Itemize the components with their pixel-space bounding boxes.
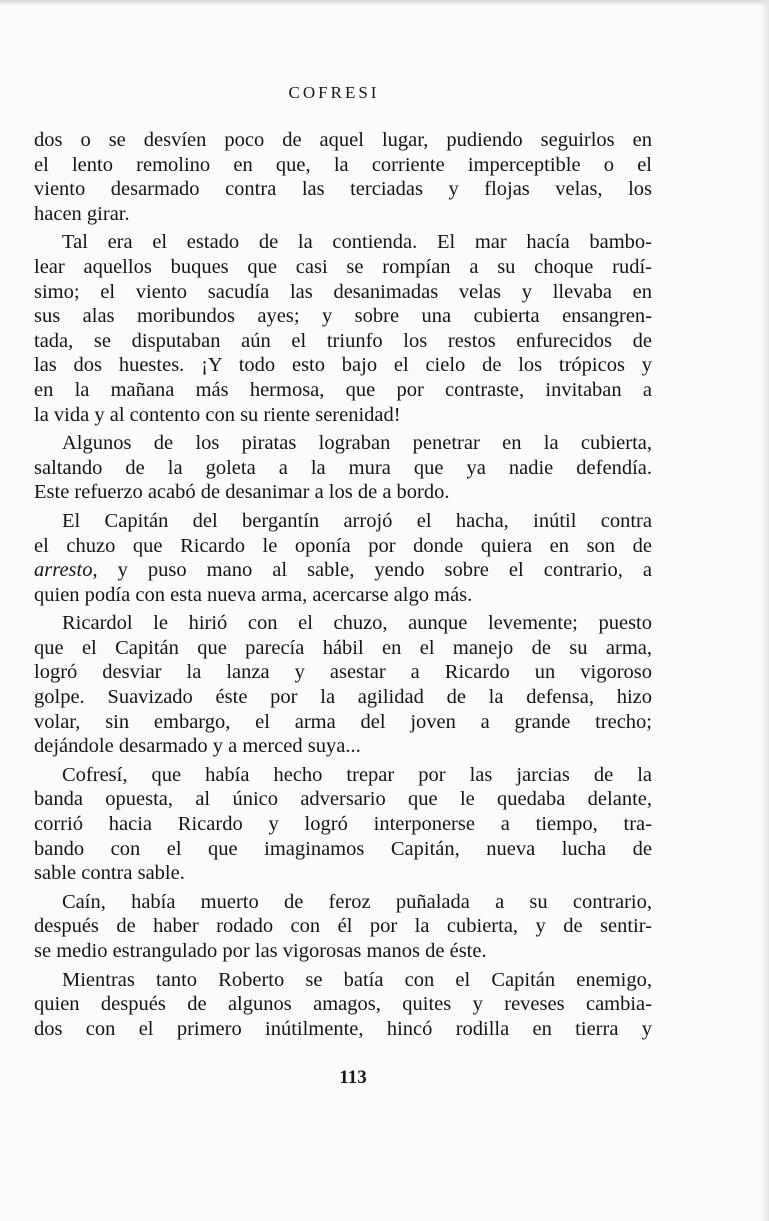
text-line: dos con el primero inútilmente, hincó rodilla en tierra y — [34, 1017, 652, 1040]
text-line: golpe. Suavizado éste por la agilidad de la defensa, hizo — [34, 686, 652, 709]
text-line: las dos huestes. ¡Y todo esto bajo el cielo de los trópicos y — [34, 354, 652, 377]
text-line: bando con el que imaginamos Capitán, nueva lucha de — [34, 837, 652, 860]
text-line: Cofresí, que había hecho trepar por las jarcias de la — [62, 763, 652, 786]
text-line: Caín, había muerto de feroz puñalada a su contrario, — [62, 890, 652, 913]
text-line: en la mañana más hermosa, que por contraste, invitaban a — [34, 378, 652, 401]
text-line: sable contra sable. — [34, 862, 185, 885]
paragraph — [34, 509, 652, 607]
page-right-edge-shadow — [761, 0, 769, 1221]
text-line: Ricardol le hirió con el chuzo, aunque levemente; puesto — [62, 612, 652, 635]
text-line: banda opuesta, al único adversario que le quedaba delante, — [34, 788, 652, 811]
italic-word: arresto — [34, 559, 93, 582]
paragraph — [34, 611, 652, 759]
text-line: logró desviar la lanza y asestar a Ricardo un vigoroso — [34, 661, 652, 684]
paragraph — [34, 763, 652, 886]
page-number: 113 — [339, 1067, 367, 1088]
text-line: quien podía con esta nueva arma, acercarse algo más. — [34, 583, 473, 606]
body-text — [34, 128, 652, 1045]
text-line: dejándole desarmado y a merced suya... — [34, 735, 361, 758]
page-top-edge-shadow — [0, 0, 769, 6]
text-line: El Capitán del bergantín arrojó el hacha, inútil contra — [62, 509, 652, 532]
text-line: la vida y al contento con su riente serenidad! — [34, 403, 401, 426]
paragraph — [34, 128, 652, 226]
text-line: quien después de algunos amagos, quites y reveses cambia- — [34, 993, 652, 1016]
text-line: después de haber rodado con él por la cubierta, y de sentir- — [34, 915, 652, 938]
text-line: sus alas moribundos ayes; y sobre una cubierta ensangren- — [34, 305, 652, 328]
text-line: volar, sin embargo, el arma del joven a grande trecho; — [34, 710, 652, 733]
text-line: Mientras tanto Roberto se batía con el Capitán enemigo, — [62, 968, 652, 991]
text-line: dos o se desvíen poco de aquel lugar, pudiendo seguirlos en — [34, 129, 652, 151]
text-line: tada, se disputaban aún el triunfo los restos enfurecidos de — [34, 329, 652, 352]
text-line: arresto, y puso mano al sable, yendo sobre el contrario, a — [34, 559, 652, 582]
text-line: Algunos de los piratas lograban penetrar en la cubierta, — [62, 432, 652, 455]
paragraph — [34, 431, 652, 505]
text-line: lear aquellos buques que casi se rompían a su choque rudí- — [34, 255, 652, 278]
text-line: el chuzo que Ricardo le oponía por donde quiera en son de — [34, 534, 652, 557]
running-head: COFRESI — [288, 83, 380, 102]
text-line: que el Capitán que parecía hábil en el manejo de su arma, — [34, 636, 652, 659]
paragraph — [34, 890, 652, 964]
text-line: Este refuerzo acabó de desanimar a los de a bordo. — [34, 481, 450, 504]
text-line: simo; el viento sacudía las desanimadas velas y llevaba en — [34, 280, 652, 303]
text-line: corrió hacia Ricardo y logró interponerse a tiempo, tra- — [34, 813, 652, 836]
text-line: saltando de la goleta a la mura que ya nadie defendía. — [34, 456, 652, 479]
paragraph — [34, 230, 652, 427]
text-line: Tal era el estado de la contienda. El mar hacía bambo- — [62, 231, 652, 254]
paragraph — [34, 968, 652, 1042]
text-line: el lento remolino en que, la corriente imperceptible o el — [34, 153, 652, 176]
text-line: se medio estrangulado por las vigorosas manos de éste. — [34, 940, 487, 962]
text-line: viento desarmado contra las terciadas y flojas velas, los — [34, 178, 652, 201]
text-line: hacen girar. — [34, 202, 130, 225]
